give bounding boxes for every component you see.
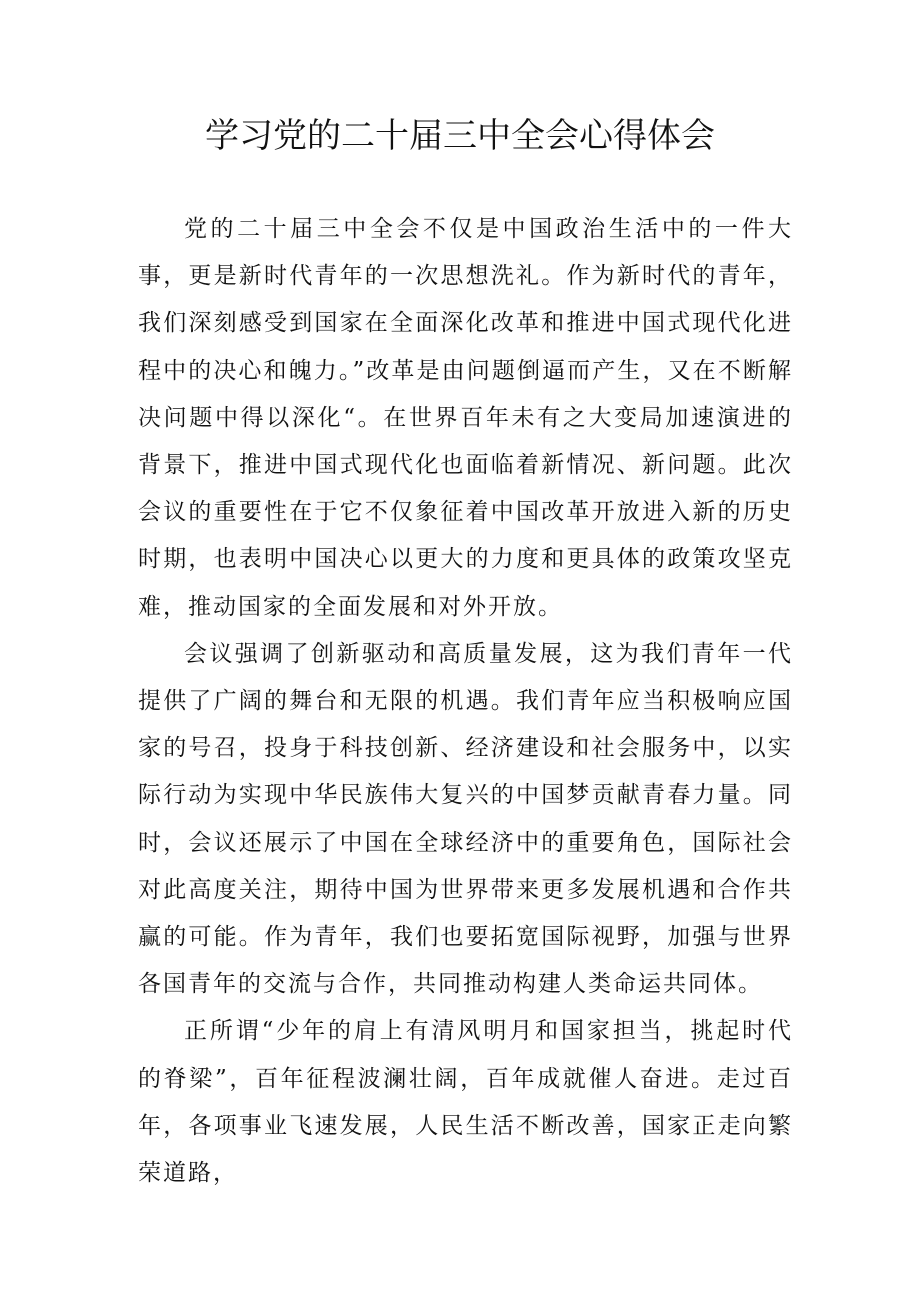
paragraph: 党的二十届三中全会不仅是中国政治生活中的一件大事，更是新时代青年的一次思想洗礼。作为新时代的青年，我们深刻感受到国家在全面深化改革和推进中国式现代化进程中的决心和魄力。”改革是由问题倒逼而产生，又在不断解决问题中得以深化“。在世界百年未有之大变局加速演进的背景下，推进中国式现代化也面临着新情况、新问题。此次会议的重要性在于它不仅象征着中国改革开放进入新的历史时期，也表明中国决心以更大的力度和更具体的政策攻坚克难，推动国家的全面发展和对外开放。 xyxy=(138,216,793,620)
document-title: 学习党的二十届三中全会心得体会 xyxy=(205,116,715,156)
document-body xyxy=(138,206,793,1197)
paragraph: 正所谓“少年的肩上有清风明月和国家担当，挑起时代的脊梁”，百年征程波澜壮阔，百年成就催人奋进。走过百年，各项事业飞速发展，人民生活不断改善，国家正走向繁荣道路， xyxy=(138,1018,793,1187)
paragraph: 会议强调了创新驱动和高质量发展，这为我们青年一代提供了广阔的舞台和无限的机遇。我们青年应当积极响应国家的号召，投身于科技创新、经济建设和社会服务中，以实际行动为实现中华民族伟大复兴的中国梦贡献青春力量。同时，会议还展示了中国在全球经济中的重要角色，国际社会对此高度关注，期待中国为世界带来更多发展机遇和合作共赢的可能。作为青年，我们也要拓宽国际视野，加强与世界各国青年的交流与合作，共同推动构建人类命运共同体。 xyxy=(138,640,793,998)
